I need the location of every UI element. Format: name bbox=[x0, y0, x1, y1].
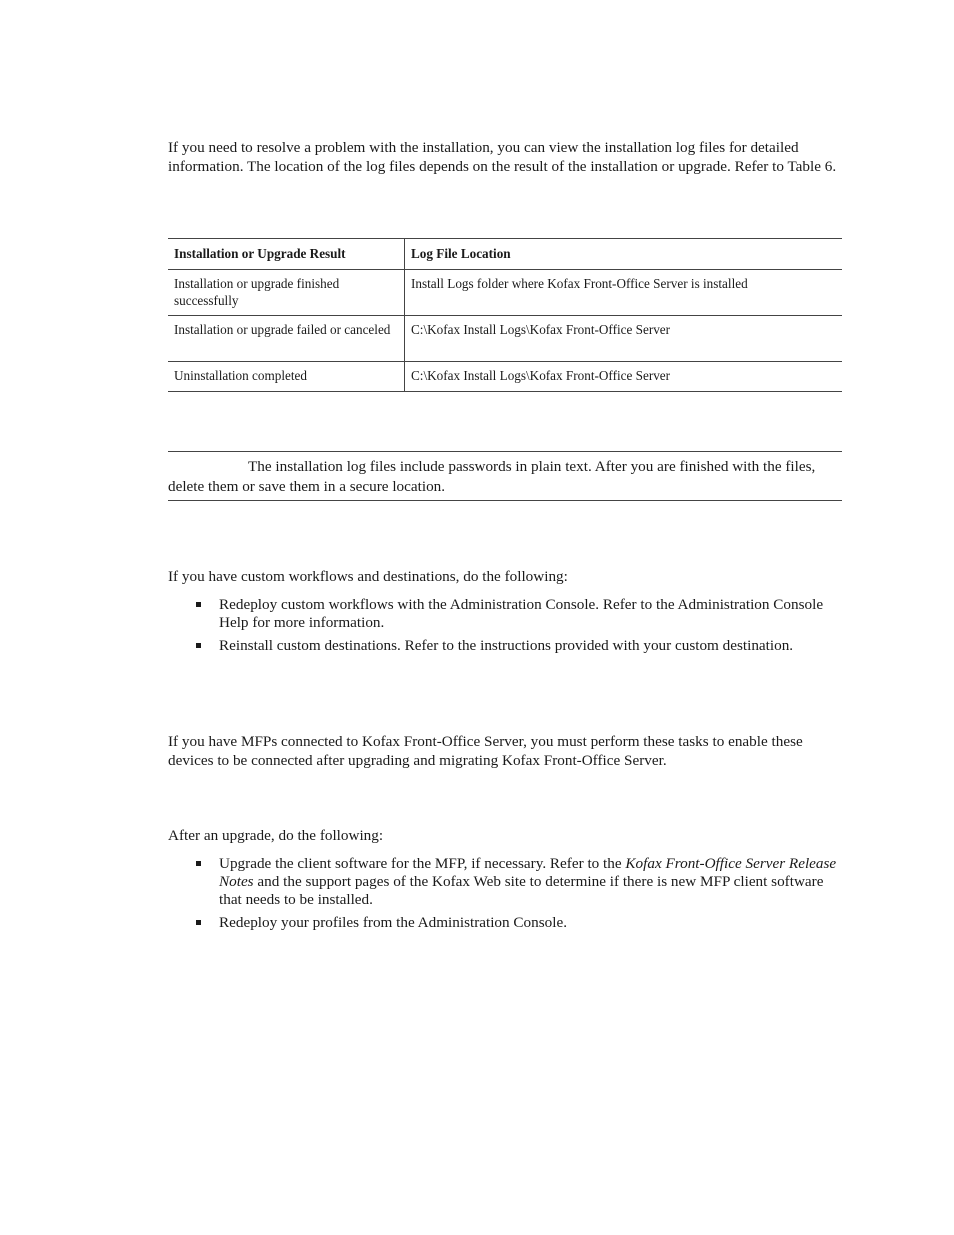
table-row bbox=[168, 362, 842, 392]
upgrade-tasks-list bbox=[168, 855, 842, 937]
square-bullet-icon bbox=[196, 861, 201, 866]
table-header-row bbox=[168, 239, 842, 270]
table-cell-result: Uninstallation completed bbox=[168, 362, 405, 392]
list-item bbox=[168, 637, 842, 655]
list-item bbox=[168, 596, 842, 632]
list-item-text: Reinstall custom destinations. Refer to the instructions provided with your custom destination. bbox=[219, 637, 794, 654]
table-cell-location: C:\Kofax Install Logs\Kofax Front-Office Server bbox=[405, 316, 843, 362]
table-cell-result: Installation or upgrade finished successfully bbox=[168, 270, 405, 316]
table-cell-location: C:\Kofax Install Logs\Kofax Front-Office Server bbox=[405, 362, 843, 392]
after-upgrade-paragraph: After an upgrade, do the following: bbox=[168, 827, 384, 844]
table-cell-result: Installation or upgrade failed or canceled bbox=[168, 316, 405, 362]
list-item-text-end: and the support pages of the Kofax Web site to determine if there is new MFP client software that needs to be installed. bbox=[219, 873, 824, 908]
list-item bbox=[168, 855, 842, 909]
square-bullet-icon bbox=[196, 602, 201, 607]
custom-workflows-paragraph: If you have custom workflows and destinations, do the following: bbox=[168, 568, 568, 585]
table-row bbox=[168, 316, 842, 362]
log-file-location-table bbox=[168, 238, 842, 392]
list-item bbox=[168, 914, 842, 932]
table-row bbox=[168, 270, 842, 316]
square-bullet-icon bbox=[196, 643, 201, 648]
intro-paragraph: If you need to resolve a problem with the installation, you can view the installation log files for detailed information. The location of the log files depends on the result of the installation or upgrade. Refer to Table 6. bbox=[168, 139, 837, 175]
column-header-location: Log File Location bbox=[405, 239, 843, 270]
square-bullet-icon bbox=[196, 920, 201, 925]
custom-tasks-list bbox=[168, 596, 842, 660]
list-item-text-start: Upgrade the client software for the MFP, if necessary. Refer to the bbox=[219, 855, 626, 872]
list-item-text: Redeploy your profiles from the Administration Console. bbox=[219, 914, 567, 931]
mfp-paragraph: If you have MFPs connected to Kofax Front-Office Server, you must perform these tasks to enable these devices to be connected after upgrading and migrating Kofax Front-Office Server. bbox=[168, 733, 803, 769]
list-item-text: Redeploy custom workflows with the Administration Console. Refer to the Administration Console Help for more information. bbox=[219, 596, 824, 631]
note-text: The installation log files include passwords in plain text. After you are finished with the files, delete them or save them in a secure location. bbox=[168, 458, 816, 495]
table-cell-location: Install Logs folder where Kofax Front-Office Server is installed bbox=[405, 270, 843, 316]
column-header-result: Installation or Upgrade Result bbox=[168, 239, 405, 270]
release-notes-title: Kofax Front-Office Server Release Notes bbox=[219, 855, 837, 890]
security-note bbox=[168, 451, 842, 501]
